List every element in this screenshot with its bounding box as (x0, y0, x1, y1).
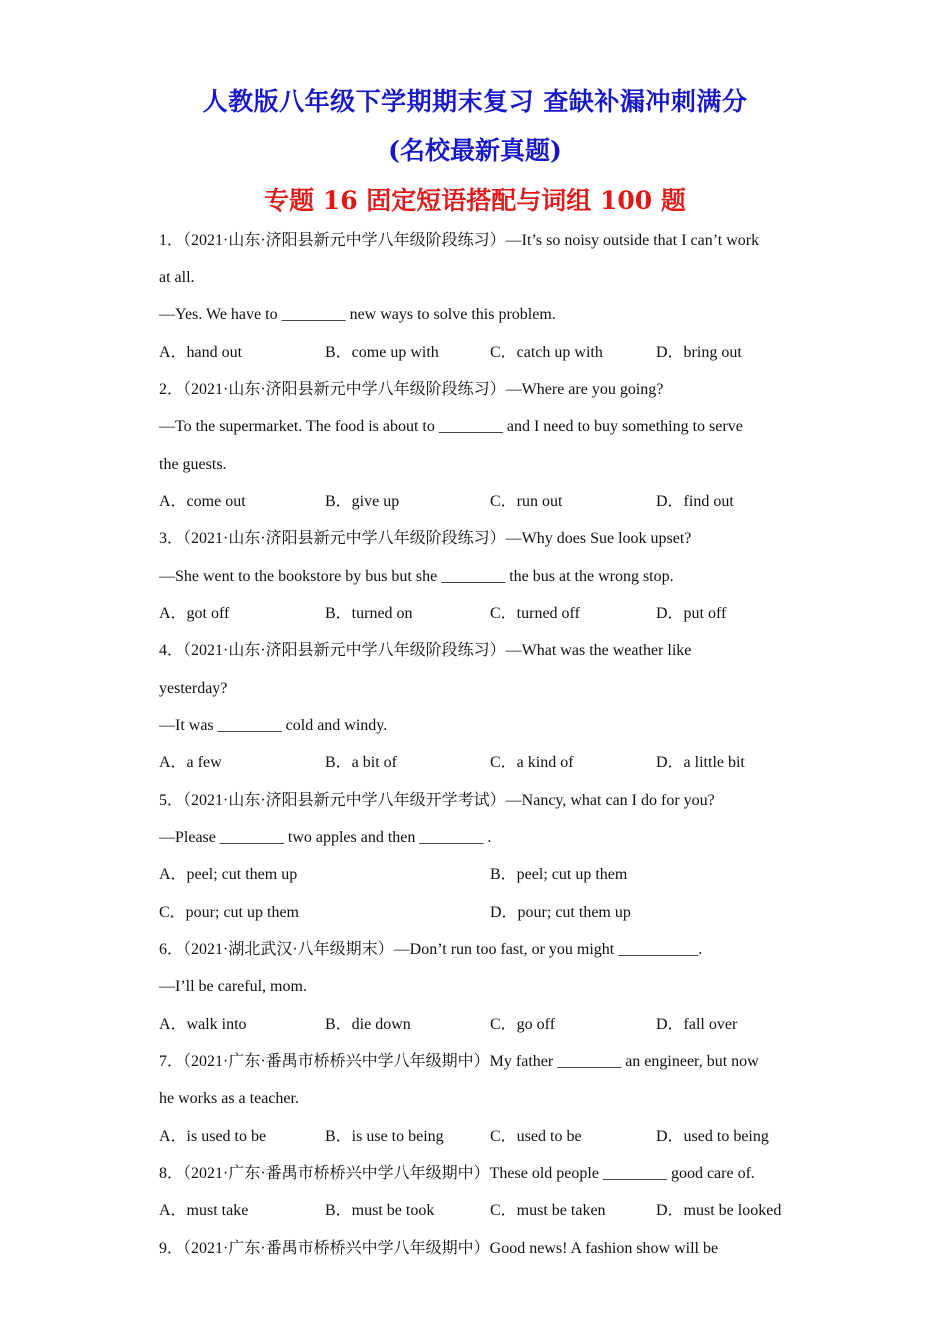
q6-option-b[interactable]: B．die down (325, 1016, 411, 1033)
q5-stem-line-1: 5．（2021·山东·济阳县新元中学八年级开学考试）—Nancy, what can I do for you? (159, 792, 715, 809)
q8-option-a[interactable]: A．must take (159, 1202, 249, 1219)
q7-stem-line-1: 7．（2021·广东·番禺市桥桥兴中学八年级期中）My father ________ an engineer, but now (159, 1053, 759, 1070)
q9-stem-line-1: 9．（2021·广东·番禺市桥桥兴中学八年级期中）Good news! A fashion show will be (159, 1240, 719, 1257)
q8-option-b[interactable]: B．must be took (325, 1202, 435, 1219)
q7-option-d[interactable]: D．used to being (656, 1128, 769, 1145)
q6-option-d[interactable]: D．fall over (656, 1016, 738, 1033)
q4-option-b[interactable]: B．a bit of (325, 754, 397, 771)
topic-title: 专题 16 固定短语搭配与词组 100 题 (264, 186, 686, 215)
q7-option-c[interactable]: C．used to be (490, 1128, 582, 1145)
q4-stem-line-1: 4．（2021·山东·济阳县新元中学八年级阶段练习）—What was the weather like (159, 642, 692, 659)
doc-title: 人教版八年级下学期期末复习 查缺补漏冲刺满分 (202, 87, 748, 116)
doc-subtitle: (名校最新真题) (388, 136, 562, 165)
q5-option-b[interactable]: B．peel; cut up them (490, 866, 628, 883)
q5-option-d[interactable]: D．pour; cut them up (490, 904, 631, 921)
q1-option-a[interactable]: A．hand out (159, 344, 243, 361)
q5-option-a[interactable]: A．peel; cut them up (159, 866, 298, 883)
q3-option-c[interactable]: C．turned off (490, 605, 580, 622)
q2-option-b[interactable]: B．give up (325, 493, 400, 510)
q3-option-a[interactable]: A．got off (159, 605, 230, 622)
q2-option-d[interactable]: D．find out (656, 493, 734, 510)
q2-stem-line-1: 2．（2021·山东·济阳县新元中学八年级阶段练习）—Where are you going? (159, 381, 664, 398)
q7-option-b[interactable]: B．is use to being (325, 1128, 444, 1145)
q4-option-c[interactable]: C．a kind of (490, 754, 574, 771)
q1-stem-line-2: at all. (159, 269, 195, 286)
q3-option-b[interactable]: B．turned on (325, 605, 413, 622)
q2-option-c[interactable]: C．run out (490, 493, 563, 510)
q7-stem-line-2: he works as a teacher. (159, 1090, 299, 1107)
q2-option-a[interactable]: A．come out (159, 493, 246, 510)
q4-option-d[interactable]: D．a little bit (656, 754, 745, 771)
q8-option-c[interactable]: C．must be taken (490, 1202, 606, 1219)
q5-option-c[interactable]: C．pour; cut up them (159, 904, 299, 921)
q3-option-d[interactable]: D．put off (656, 605, 727, 622)
q4-option-a[interactable]: A．a few (159, 754, 222, 771)
q2-stem-line-2: —To the supermarket. The food is about to ________ and I need to buy something to serve (159, 418, 743, 435)
q3-stem-line-1: 3．（2021·山东·济阳县新元中学八年级阶段练习）—Why does Sue look upset? (159, 530, 692, 547)
q1-option-c[interactable]: C．catch up with (490, 344, 603, 361)
q3-stem-line-2: —She went to the bookstore by bus but she ________ the bus at the wrong stop. (159, 568, 674, 585)
q6-stem-line-1: 6．（2021·湖北武汉·八年级期末）—Don’t run too fast, or you might __________. (159, 941, 703, 958)
q4-stem-line-3: —It was ________ cold and windy. (159, 717, 388, 734)
q1-stem-line-1: 1．（2021·山东·济阳县新元中学八年级阶段练习）—It’s so noisy outside that I can’t work (159, 232, 760, 249)
q1-stem-line-3: —Yes. We have to ________ new ways to solve this problem. (159, 306, 556, 323)
q5-stem-line-2: —Please ________ two apples and then ________ . (159, 829, 492, 846)
q4-stem-line-2: yesterday? (159, 680, 228, 697)
q2-stem-line-3: the guests. (159, 456, 227, 473)
q8-stem-line-1: 8．（2021·广东·番禺市桥桥兴中学八年级期中）These old people ________ good care of. (159, 1165, 755, 1182)
q6-option-a[interactable]: A．walk into (159, 1016, 247, 1033)
q8-option-d[interactable]: D．must be looked (656, 1202, 782, 1219)
q6-stem-line-2: —I’ll be careful, mom. (159, 978, 307, 995)
q1-option-d[interactable]: D．bring out (656, 344, 742, 361)
q6-option-c[interactable]: C．go off (490, 1016, 556, 1033)
q1-option-b[interactable]: B．come up with (325, 344, 439, 361)
q7-option-a[interactable]: A．is used to be (159, 1128, 267, 1145)
